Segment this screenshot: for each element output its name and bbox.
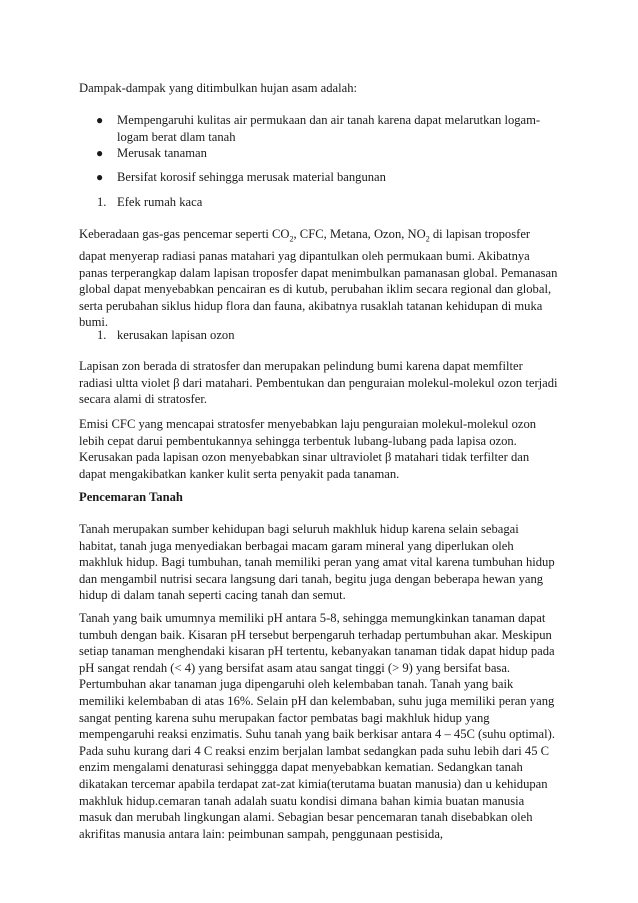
- list-number: 1.: [97, 328, 107, 342]
- paragraph-cfc-emission: Emisi CFC yang mencapai stratosfer menyebabkan laju penguraian molekul-molekul ozon lebih cepat darui pembentukannya sehingga terbentuk lubang-lubang pada lapisa ozon. Kerusakan pada lapisan ozon menyebabkan sinar ultraviolet β matahari tidak terfilter dan dapat mengakibatkan kanker kulit serta penyakit pada tanaman.: [79, 417, 537, 481]
- bullet-icon: ●: [96, 113, 104, 127]
- bullet-item-plant-damage: Merusak tanaman: [117, 146, 207, 160]
- greenhouse-text-mid: , CFC, Metana, Ozon, NO: [293, 227, 426, 241]
- paragraph-ozone-layer: Lapisan zon berada di stratosfer dan merupakan pelindung bumi karena dapat memfilter radiasi ultta violet β dari matahari. Pembentukan dan penguraian molekul-molekul ozon terjadi secara alami di stratosfer.: [79, 359, 558, 407]
- no2-subscript: 2: [425, 234, 430, 244]
- paragraph-soil-intro: Tanah merupakan sumber kehidupan bagi seluruh makhluk hidup karena selain sebagai habitat, tanah juga menyediakan berbagai macam garam mineral yang diperlukan oleh makhluk hidup. Bagi tumbuhan, tanah memiliki peran yang amat vital karena tumbuhan hidup dan mengambil nutrisi secara langsung dari tanah, begitu juga dengan beberapa hewan yang hidup di dalam tanah seperti cacing tanah dan semut.: [79, 522, 555, 603]
- bullet-icon: ●: [96, 170, 104, 184]
- bullet-icon: ●: [96, 146, 104, 160]
- intro-text: Dampak-dampak yang ditimbulkan hujan asam adalah:: [79, 81, 358, 95]
- greenhouse-text-rest: dapat menyerap radiasi panas matahari yag dipantulkan oleh permukaan bumi. Akibatnya panas terperangkap dalam lapisan troposfer dapat menimbulkan pamanasan global. Pemanasan global dapat menyebabkan pencairan es di kutub, perubahan iklim secara regional dan global, serta perubahan siklus hidup flora dan fauna, akibatnya rusaklah tatanan kehidupan di muka bumi.: [79, 249, 558, 330]
- list-number: 1.: [97, 195, 107, 209]
- greenhouse-text-start: Keberadaan gas-gas pencemar seperti CO: [79, 227, 290, 241]
- paragraph-soil-quality: Tanah yang baik umumnya memiliki pH antara 5-8, sehingga memungkinkan tanaman dapat tumbuh dengan baik. Kisaran pH tersebut berpengaruh terhadap pertumbuhan akar. Meskipun setiap tanaman menghendaki kisaran pH tertentu, kebanyakan tanaman tidak dapat hidup pada pH sangat rendah (< 4) yang bersifat asam atau sangat tinggi (> 9) yang bersifat basa. Pertumbuhan akar tanaman juga dipengaruhi oleh kelembaban tanah. Tanah yang baik memiliki kelembaban di atas 16%. Selain pH dan kelembaban, suhu juga memiliki peran yang sangat penting karena suhu merupakan factor pembatas bagi makhluk hidup yang mempengaruhi reaksi enzimatis. Suhu tanah yang baik berkisar antara 4 – 45C (suhu optimal). Pada suhu kurang dari 4 C reaksi enzim berjalan lambat sedangkan pada suhu lebih dari 45 C enzim mengalami denaturasi sehinggga dapat menyebabkan kematian. Sedangkan tanah dikatakan tercemar apabila terdapat zat-zat kimia(terutama buatan manusia) dan u kehidupan makhluk hidup.cemaran tanah adalah suatu kondisi dimana bahan kimia buatan manusia masuk dan merubah lingkungan alami. Sebagian besar pencemaran tanah disebabkan oleh akrifitas manusia antara lain: peimbunan sampah, penggunaan pestisida,: [79, 611, 555, 841]
- co2-subscript: 2: [289, 234, 294, 244]
- greenhouse-text-tail: di lapisan troposfer: [429, 227, 531, 241]
- bullet-item-corrosive: Bersifat korosif sehingga merusak material bangunan: [117, 170, 386, 184]
- list-item-ozone-damage: kerusakan lapisan ozon: [117, 328, 235, 342]
- section-heading: [79, 489, 559, 506]
- heading-text: Pencemaran Tanah: [79, 490, 183, 504]
- bullet-item-water-quality: Mempengaruhi kulitas air permukaan dan air tanah karena dapat melarutkan logam-logam berat dlam tanah: [117, 113, 541, 144]
- paragraph-greenhouse: [79, 226, 559, 331]
- list-item-greenhouse-effect: Efek rumah kaca: [117, 195, 203, 209]
